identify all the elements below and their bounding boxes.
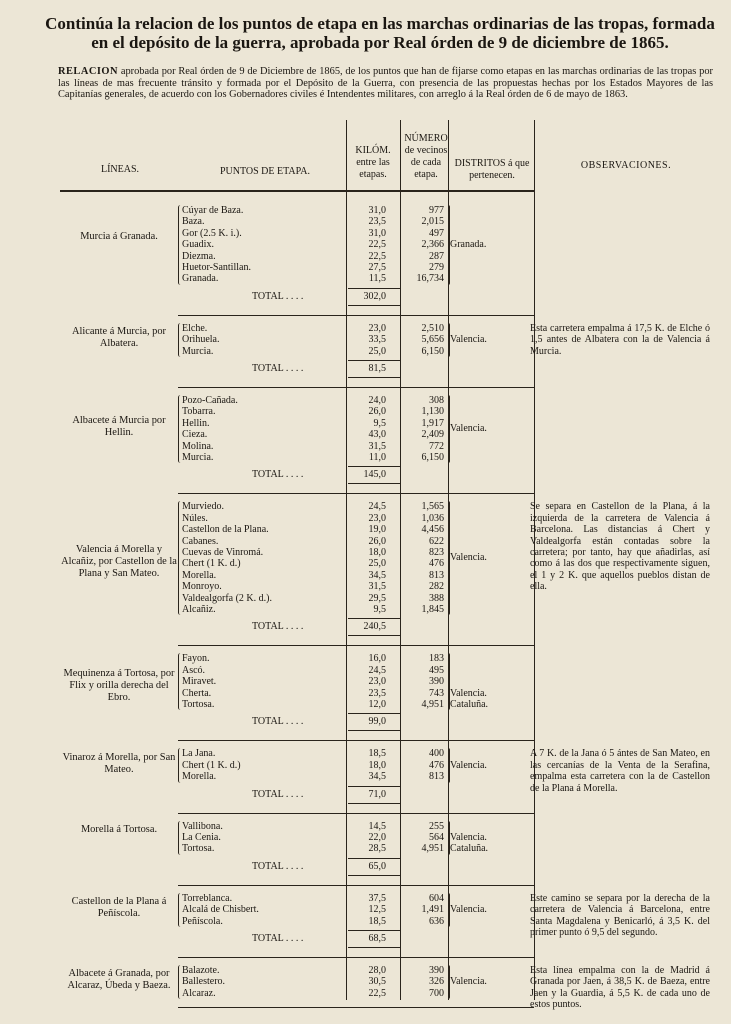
vecinos-value: 495 <box>429 664 444 676</box>
group-separator <box>178 1007 534 1008</box>
total-rule-bottom <box>348 947 400 948</box>
header-rule <box>60 190 534 192</box>
district-name: Cataluña. <box>450 699 489 710</box>
kilom-value: 34,5 <box>368 771 386 783</box>
etapa-name: Tortosa. <box>182 699 215 710</box>
total-value: 71,0 <box>368 788 386 800</box>
district-name: Valencia. <box>450 976 487 988</box>
vecinos-value: 772 <box>429 440 444 452</box>
group-separator <box>178 315 534 316</box>
kilom-value: 18,0 <box>368 547 386 558</box>
district-name: Valencia. <box>450 687 487 699</box>
observation-text: Este camino se separa por la derecha de la carretera de Valencia á Barcelona, entre Santa Magdalena y Benicarló, á 3,5 K. del primer punto ó 9,5 del segundo. <box>530 892 710 939</box>
total-rule <box>348 466 400 467</box>
kilom-value: 27,5 <box>368 262 386 273</box>
total-rule <box>348 713 400 714</box>
total-rule <box>348 786 400 787</box>
total-value: 68,5 <box>368 933 386 944</box>
vecinos-value: 1,565 <box>421 501 444 513</box>
kilom-value: 24,5 <box>368 664 386 676</box>
kilom-value: 24,0 <box>368 395 386 406</box>
kilom-value: 19,0 <box>368 524 386 536</box>
etapa-name: Monroyo. <box>182 581 222 593</box>
kilom-value: 9,5 <box>373 417 386 429</box>
etapa-name: Pozo-Cañada. <box>182 395 238 406</box>
etapa-name: Ballestero. <box>182 976 226 988</box>
line-name: Murcia á Granada. <box>80 230 158 242</box>
vecinos-value: 6,150 <box>421 452 444 463</box>
vecinos-value: 2,015 <box>421 216 444 228</box>
kilom-value: 22,5 <box>368 250 386 262</box>
etapa-name: Castellon de la Plana. <box>182 524 269 536</box>
etapa-name: Morella. <box>182 771 217 783</box>
kilom-value: 9,5 <box>373 604 386 615</box>
header-kilom: KILÓM. entre las etapas. <box>355 145 391 180</box>
vecinos-value: 1,130 <box>421 406 444 418</box>
etapa-name: La Jana. <box>182 748 216 760</box>
vecinos-value: 604 <box>429 892 444 904</box>
vecinos-value: 476 <box>429 558 444 570</box>
vecinos-value: 16,734 <box>416 273 444 285</box>
etapa-name: Hellin. <box>182 417 210 429</box>
observation-text: A 7 K. de la Jana ó 5 ántes de San Mateo, en las cercanías de la Venta de la Serafina, empalma esta carretera con la de Castellon de la Plana á Morella. <box>530 748 710 794</box>
etapa-name: Tobarra. <box>182 406 216 418</box>
total-value: 81,5 <box>368 363 386 374</box>
vecinos-value: 279 <box>429 262 444 273</box>
vecinos-value: 1,036 <box>421 512 444 524</box>
vecinos-value: 2,366 <box>421 239 444 251</box>
district-name: Cataluña. <box>450 843 489 855</box>
group-separator <box>178 740 534 741</box>
vecinos-value: 1,845 <box>421 604 444 615</box>
etapa-name: Fayon. <box>182 653 210 665</box>
vecinos-value: 183 <box>429 653 444 665</box>
kilom-value: 28,5 <box>368 843 386 855</box>
kilom-value: 11,5 <box>368 273 386 285</box>
line-name: Morella á Tortosa. <box>80 823 158 835</box>
district-name: Valencia. <box>450 903 487 915</box>
vecinos-value: 390 <box>429 676 444 688</box>
header-distritos: DISTRITOS á que pertenecen. <box>454 158 530 181</box>
group-separator <box>178 957 534 958</box>
kilom-value: 28,0 <box>368 965 386 976</box>
kilom-value: 30,5 <box>368 976 386 988</box>
vecinos-value: 476 <box>429 759 444 771</box>
header-puntos: PUNTOS DE ETAPA. <box>219 166 311 177</box>
etapa-name: Torreblanca. <box>182 892 233 904</box>
etapa-name: Gor (2.5 K. i.). <box>182 227 242 239</box>
kilom-value: 14,5 <box>368 820 386 832</box>
etapa-name: Orihuela. <box>182 334 220 346</box>
kilom-value: 12,5 <box>368 904 386 916</box>
district-name: Valencia. <box>450 832 487 843</box>
intro-lead: RELACION <box>58 66 119 77</box>
district-name: Valencia. <box>450 552 487 564</box>
header-obs: OBSERVACIONES. <box>580 160 672 171</box>
total-value: 145,0 <box>363 469 386 481</box>
district-name: Valencia. <box>450 423 487 435</box>
etapa-name: Chert (1 K. d.) <box>182 759 241 771</box>
etapa-name: Ascó. <box>182 664 206 676</box>
kilom-value: 34,5 <box>368 569 386 581</box>
vecinos-value: 5,656 <box>421 334 444 346</box>
etapa-name: Peñíscola. <box>182 915 223 927</box>
vecinos-value: 326 <box>429 976 444 988</box>
line-name: Albacete á Murcia por Hellin. <box>72 415 166 439</box>
total-rule-bottom <box>348 483 400 484</box>
total-label: TOTAL . . . . <box>252 621 304 633</box>
vecinos-value: 743 <box>429 687 444 699</box>
kilom-value: 37,5 <box>368 892 386 904</box>
kilom-value: 25,0 <box>368 558 386 570</box>
etapa-name: Valdealgorfa (2 K. d.). <box>182 592 272 604</box>
vecinos-value: 390 <box>429 965 444 976</box>
kilom-value: 25,0 <box>368 345 386 357</box>
vecinos-value: 1,491 <box>421 904 444 916</box>
total-value: 65,0 <box>368 860 386 872</box>
vecinos-value: 388 <box>429 592 444 604</box>
kilom-value: 29,5 <box>368 592 386 604</box>
total-rule-bottom <box>348 635 400 636</box>
line-name: Valencia á Morella y Alcañiz, por Castellon de la Plana y San Mateo. <box>61 544 177 580</box>
kilom-value: 43,0 <box>368 429 386 441</box>
vecinos-value: 636 <box>429 915 444 927</box>
vecinos-value: 2,409 <box>421 429 444 441</box>
vecinos-value: 287 <box>429 250 444 262</box>
vecinos-value: 977 <box>429 205 444 216</box>
etapa-name: La Cenia. <box>182 832 221 843</box>
total-rule <box>348 360 400 361</box>
total-rule-bottom <box>348 377 400 378</box>
total-label: TOTAL . . . . <box>252 290 304 302</box>
header-vecinos: NÚMERO de vecinos de cada etapa. <box>404 133 448 180</box>
etapa-name: Miravet. <box>182 676 217 688</box>
line-name: Alicante á Murcia, por Albatera. <box>71 325 167 349</box>
vecinos-value: 400 <box>429 748 444 760</box>
etapa-name: Murviedo. <box>182 501 224 513</box>
total-label: TOTAL . . . . <box>252 716 304 728</box>
etapa-name: Baza. <box>182 216 205 228</box>
kilom-value: 16,0 <box>368 653 386 665</box>
vecinos-value: 2,510 <box>421 322 444 334</box>
etapa-name: Tortosa. <box>182 843 215 855</box>
district-name: Valencia. <box>450 759 487 771</box>
etapa-name: Murcia. <box>182 345 214 357</box>
kilom-value: 31,0 <box>368 227 386 239</box>
etapa-name: Morella. <box>182 569 217 581</box>
total-label: TOTAL . . . . <box>252 933 304 944</box>
etapa-name: Alcaraz. <box>182 987 216 999</box>
vecinos-value: 4,456 <box>421 524 444 536</box>
total-label: TOTAL . . . . <box>252 469 304 481</box>
kilom-value: 18,5 <box>368 748 386 760</box>
intro-paragraph <box>58 66 713 101</box>
etapa-name: Chert (1 K. d.) <box>182 558 241 570</box>
vecinos-value: 6,150 <box>421 345 444 357</box>
total-rule-bottom <box>348 305 400 306</box>
total-label: TOTAL . . . . <box>252 788 304 800</box>
etapa-name: Elche. <box>182 322 208 334</box>
kilom-value: 22,0 <box>368 832 386 843</box>
vecinos-value: 308 <box>429 395 444 406</box>
total-rule <box>348 618 400 619</box>
kilom-value: 22,5 <box>368 239 386 251</box>
etapa-name: Vallibona. <box>182 820 223 832</box>
vecinos-value: 282 <box>429 581 444 593</box>
total-rule <box>348 930 400 931</box>
vecinos-value: 4,951 <box>421 699 444 710</box>
vecinos-value: 622 <box>429 535 444 547</box>
etapa-name: Cieza. <box>182 429 208 441</box>
kilom-value: 23,5 <box>368 216 386 228</box>
vecinos-value: 1,917 <box>421 417 444 429</box>
kilom-value: 31,0 <box>368 205 386 216</box>
total-rule-bottom <box>348 730 400 731</box>
group-separator <box>178 493 534 494</box>
kilom-value: 23,0 <box>368 512 386 524</box>
etapa-name: Cherta. <box>182 687 212 699</box>
vecinos-value: 4,951 <box>421 843 444 855</box>
group-separator <box>178 885 534 886</box>
observation-text: Esta carretera empalma á 17,5 K. de Elche ó 1,5 antes de Albatera con la de Valencia á Murcia. <box>530 322 710 357</box>
etapa-name: Cúyar de Baza. <box>182 205 244 216</box>
district-name: Valencia. <box>450 333 487 345</box>
kilom-value: 23,5 <box>368 687 386 699</box>
total-value: 302,0 <box>363 290 386 302</box>
kilom-value: 24,5 <box>368 501 386 513</box>
kilom-value: 18,0 <box>368 759 386 771</box>
vecinos-value: 813 <box>429 569 444 581</box>
vecinos-value: 497 <box>429 227 444 239</box>
page-title: Continúa la relacion de los puntos de etapa en las marchas ordinarias de las tropas, formada en el depósito de la guerra, aprobada por Real órden de 9 de diciembre de 1865. <box>45 14 715 52</box>
etapa-name: Huetor-Santillan. <box>182 262 251 273</box>
line-name: Albacete á Granada, por Alcaraz, Úbeda y Baeza. <box>67 968 171 992</box>
kilom-value: 18,5 <box>368 915 386 927</box>
kilom-value: 11,0 <box>368 452 386 463</box>
total-value: 240,5 <box>363 621 386 633</box>
etapa-name: Diezma. <box>182 250 216 262</box>
kilom-value: 31,5 <box>368 581 386 593</box>
rule-vecinos-left <box>400 120 401 1000</box>
kilom-value: 33,5 <box>368 334 386 346</box>
kilom-value: 26,0 <box>368 535 386 547</box>
district-name: Granada. <box>450 238 487 250</box>
group-separator <box>178 813 534 814</box>
total-rule <box>348 858 400 859</box>
etapa-name: Murcia. <box>182 452 214 463</box>
line-name: Mequinenza á Tortosa, por Flix y orilla derecha del Ebro. <box>63 667 175 703</box>
kilom-value: 12,0 <box>368 699 386 710</box>
vecinos-value: 823 <box>429 547 444 558</box>
line-name: Castellon de la Plana á Peñíscola. <box>71 895 167 919</box>
etapa-name: Alcalá de Chisbert. <box>182 904 259 916</box>
vecinos-value: 255 <box>429 820 444 832</box>
total-rule-bottom <box>348 875 400 876</box>
group-separator <box>178 645 534 646</box>
kilom-value: 22,5 <box>368 987 386 999</box>
kilom-value: 26,0 <box>368 406 386 418</box>
total-value: 99,0 <box>368 716 386 728</box>
total-label: TOTAL . . . . <box>252 860 304 872</box>
kilom-value: 31,5 <box>368 440 386 452</box>
etapa-name: Balazote. <box>182 965 220 976</box>
header-lineas: LÍNEAS. <box>100 164 140 175</box>
intro-text: aprobada por Real órden de 9 de Diciembre de 1865, de los puntos que han de fijarse como etapas en las marchas ordinarias de las tropas por las líneas de mas frecuente tránsito y formada por el Depósito de la Guerra, con presencia de las propuestas hechas por los Estados Mayores de las Capitanías generales, de acuerdo con los Gobernadores civiles é Intendentes militares, con arreglo á la Real órden de 6 de mayo de 1863. <box>58 66 713 101</box>
etapa-name: Cabanes. <box>182 535 219 547</box>
total-rule <box>348 288 400 289</box>
kilom-value: 23,0 <box>368 322 386 334</box>
etapa-name: Núles. <box>182 512 208 524</box>
group-separator <box>178 387 534 388</box>
observation-text: Esta línea empalma con la de Madrid á Granada por Jaen, á 38,5 K. de Baeza, entre Jaen y la Guardia, á 5,5 K. de cada uno de estos puntos. <box>530 965 710 1011</box>
vecinos-value: 700 <box>429 987 444 999</box>
kilom-value: 23,0 <box>368 676 386 688</box>
etapa-name: Granada. <box>182 273 219 285</box>
etapa-name: Cuevas de Vinromá. <box>182 547 264 558</box>
total-label: TOTAL . . . . <box>252 363 304 374</box>
etapa-name: Alcañiz. <box>182 604 216 615</box>
observation-text: Se separa en Castellon de la Plana, á la izquierda de la carretera de Valencia á Barcelona. Las distancias á Chert y Valdealgorfa están contadas sobre la carretera; por tanto, hay que añadirlas, así como á las dos que respectivamente siguen, el 1 y 2 K. que aquellos pueblos distan de ella. <box>530 501 710 593</box>
vecinos-value: 813 <box>429 771 444 783</box>
line-name: Vinaroz á Morella, por San Mateo. <box>62 751 176 775</box>
etapa-name: Molina. <box>182 440 214 452</box>
total-rule-bottom <box>348 803 400 804</box>
vecinos-value: 564 <box>429 832 444 843</box>
etapa-name: Guadix. <box>182 239 214 251</box>
